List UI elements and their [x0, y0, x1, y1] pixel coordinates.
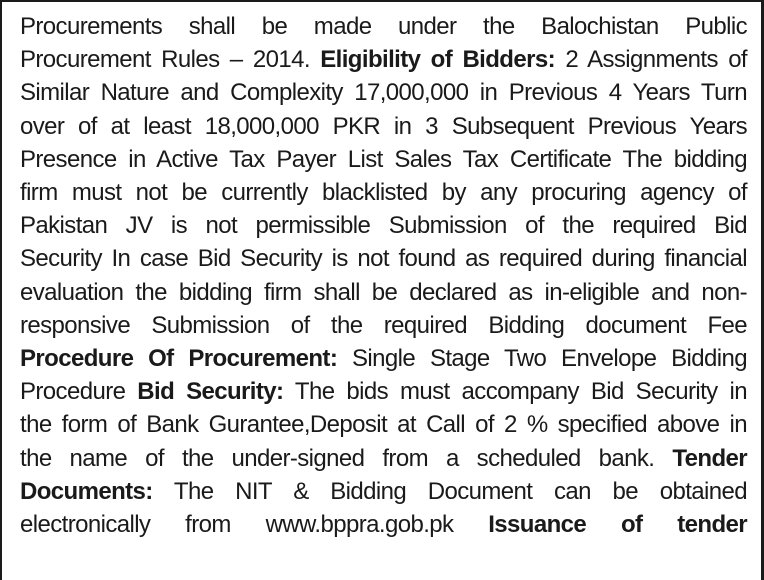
- notice-text: firm must not be currently blacklisted by any procuring agency of: [20, 179, 747, 207]
- notice-line: [20, 143, 747, 176]
- notice-body-text: [20, 10, 747, 541]
- notice-heading-text: Bid Security:: [137, 378, 284, 406]
- notice-text: 2 Assignments of: [555, 46, 748, 74]
- notice-text: Single Stage Two Envelope Bidding: [337, 345, 747, 373]
- notice-line: [20, 342, 747, 375]
- notice-line: [20, 43, 747, 76]
- notice-text: The bids must accompany Bid Security in: [283, 378, 747, 406]
- notice-text: The NIT & Bidding Document can be obtained: [152, 477, 747, 505]
- notice-line: [20, 276, 747, 309]
- notice-text: evaluation the bidding firm shall be declared as in-eligible and non-: [20, 278, 747, 306]
- notice-heading-text: Documents:: [20, 477, 153, 505]
- notice-text: Pakistan JV is not permissible Submission of the required Bid: [20, 212, 747, 240]
- notice-text: over of at least 18,000,000 PKR in 3 Subsequent Previous Years: [20, 112, 747, 140]
- notice-line: [20, 408, 747, 441]
- notice-text: Procedure: [20, 378, 138, 406]
- notice-line: [20, 209, 747, 242]
- notice-text: Presence in Active Tax Payer List Sales Tax Certificate The bidding: [20, 145, 747, 173]
- notice-heading-text: Tender: [672, 444, 747, 472]
- notice-line: [20, 375, 747, 408]
- notice-line: [20, 242, 747, 275]
- notice-line: [20, 442, 747, 475]
- notice-line: [20, 475, 747, 508]
- notice-text: Security In case Bid Security is not found as required during financial: [20, 245, 747, 273]
- notice-line: [20, 76, 747, 109]
- notice-line: [20, 10, 747, 43]
- notice-text: responsive Submission of the required Bidding document Fee: [20, 311, 747, 339]
- notice-text: Procurements shall be made under the Balochistan Public: [20, 13, 747, 40]
- notice-line: [20, 176, 747, 209]
- notice-line: [20, 110, 747, 143]
- notice-heading-text: Procedure Of Procurement:: [20, 345, 338, 373]
- notice-text: Procurement Rules – 2014.: [20, 46, 321, 74]
- notice-heading-text: Eligibility of Bidders:: [320, 46, 555, 74]
- notice-line: [20, 508, 747, 541]
- notice-text: Similar Nature and Complexity 17,000,000 in Previous 4 Years Turn: [20, 79, 747, 107]
- notice-text: the name of the under-signed from a scheduled bank.: [20, 444, 673, 472]
- notice-heading-text: Issuance of tender: [488, 511, 747, 539]
- notice-line: [20, 309, 747, 342]
- notice-text: the form of Bank Gurantee,Deposit at Call of 2 % specified above in: [20, 411, 747, 439]
- notice-text: electronically from www.bppra.gob.pk: [20, 511, 489, 539]
